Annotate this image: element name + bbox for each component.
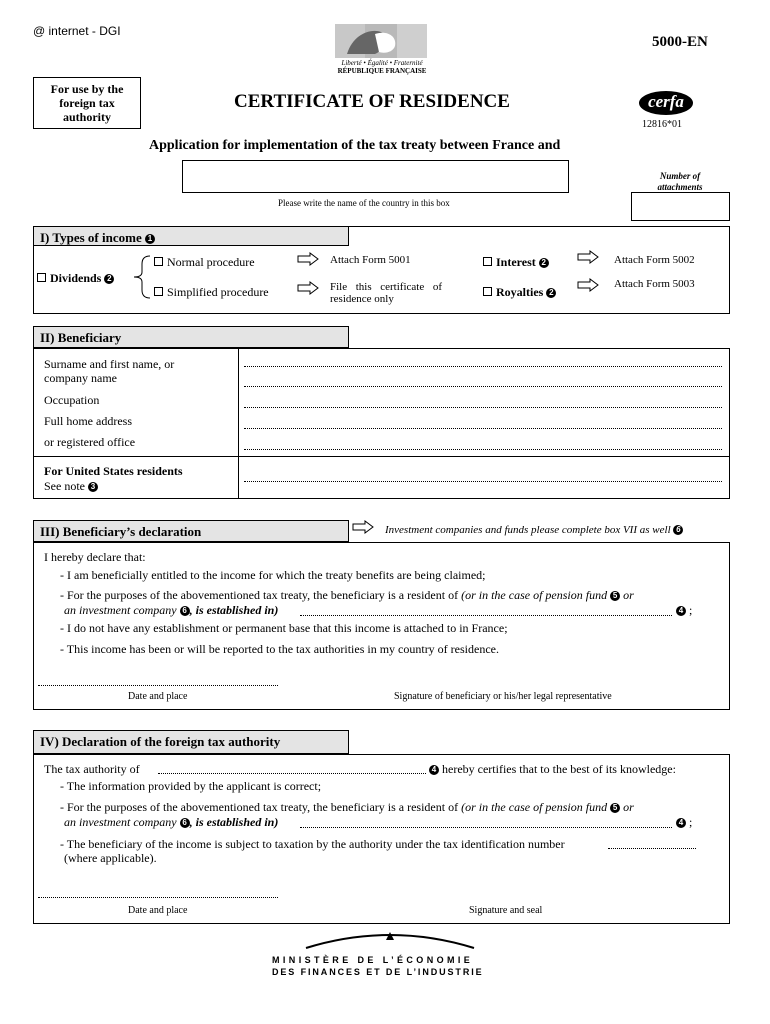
subtitle: Application for implementation of the tax treaty between France and <box>149 138 561 153</box>
note-6-icon: 6 <box>180 818 190 828</box>
source-label: @ internet - DGI <box>33 24 121 38</box>
interest-label: Interest <box>496 255 536 269</box>
note-2-icon: 2 <box>546 288 556 298</box>
address-label: Full home address <box>44 414 132 428</box>
authority-l2c: or <box>623 800 634 814</box>
divider <box>33 456 730 457</box>
form-code: 5000-EN <box>652 34 708 50</box>
simplified-procedure-checkbox[interactable] <box>154 287 163 296</box>
simplified-procedure-option[interactable] <box>154 285 269 300</box>
office-label: or registered office <box>44 435 136 449</box>
normal-procedure-option[interactable] <box>154 255 255 270</box>
occupation-field[interactable] <box>244 407 722 408</box>
see-note-text: See note <box>44 479 85 493</box>
declaration-l2b: (or in the case of pension fund <box>461 588 608 602</box>
authority-field[interactable] <box>158 773 426 774</box>
note-2-icon: 2 <box>104 274 114 284</box>
dividends-label: Dividends <box>50 271 102 285</box>
authority-l2e: , is established in) <box>189 815 279 829</box>
authority-line-end <box>429 762 676 777</box>
interest-checkbox[interactable] <box>483 257 492 266</box>
section-1-header <box>33 226 349 246</box>
see-note-label <box>44 479 98 494</box>
section-3-title: III) Beneficiary’s declaration <box>40 524 202 539</box>
attach-5003-label: Attach Form 5003 <box>614 278 695 290</box>
attachments-input[interactable] <box>631 192 730 221</box>
normal-procedure-label: Normal procedure <box>167 255 255 269</box>
section-3-header <box>33 520 349 542</box>
royalties-label: Royalties <box>496 285 544 299</box>
investment-note <box>385 524 683 536</box>
signature-label: Signature of beneficiary or his/her legal representative <box>394 691 612 702</box>
cerfa-number: 12816*01 <box>642 119 682 130</box>
arrow-right-icon <box>297 252 319 266</box>
declaration-line-3: - I do not have any establishment or permanent base that this income is attached to in France; <box>60 621 508 635</box>
note-6-icon: 6 <box>180 606 190 616</box>
office-field[interactable] <box>244 449 722 450</box>
arrow-right-icon <box>297 281 319 295</box>
authority-line-1: - The information provided by the applicant is correct; <box>60 779 322 793</box>
authority-l2a: - For the purposes of the abovementioned tax treaty, the beneficiary is a resident of <box>60 800 459 814</box>
note-4-ref: 4 ; <box>676 815 692 830</box>
name-field-2[interactable] <box>244 386 722 387</box>
declare-label: I hereby declare that: <box>44 550 146 564</box>
note-4-icon: 4 <box>676 606 686 616</box>
foreign-authority-box <box>33 77 141 129</box>
us-residents-label: For United States residents <box>44 464 183 478</box>
section-2-header <box>33 326 349 348</box>
dividends-checkbox[interactable] <box>37 273 46 282</box>
authority-residence-field[interactable] <box>300 827 672 828</box>
declaration-l2e: , is established in) <box>189 603 279 617</box>
cerfa-logo: cerfa <box>639 91 693 115</box>
declaration-l2c: or <box>623 588 634 602</box>
authority-date-label: Date and place <box>128 905 188 916</box>
note-4-ref: 4 ; <box>676 603 692 618</box>
investment-note-text: Investment companies and funds please complete box VII as well <box>385 524 671 536</box>
use-by-label: For use by the foreign tax authority <box>50 82 124 124</box>
declaration-l2a: - For the purposes of the abovementioned tax treaty, the beneficiary is a resident of <box>60 588 459 602</box>
note-6-icon: 6 <box>673 525 683 535</box>
page-title: CERTIFICATE OF RESIDENCE <box>234 91 510 112</box>
normal-procedure-checkbox[interactable] <box>154 257 163 266</box>
authority-line-2 <box>60 800 634 815</box>
authority-line-3b: (where applicable). <box>64 851 157 865</box>
royalties-checkbox[interactable] <box>483 287 492 296</box>
declaration-line-1: - I am beneficially entitled to the income for which the treaty benefits are being claimed; <box>60 568 486 582</box>
occupation-label: Occupation <box>44 393 100 407</box>
note-2-icon: 2 <box>539 258 549 268</box>
declaration-line-2b <box>64 603 278 618</box>
note-5-icon: 5 <box>610 803 620 813</box>
royalties-option[interactable] <box>483 285 556 300</box>
authority-label: The tax authority of <box>44 762 140 776</box>
us-field[interactable] <box>244 481 722 482</box>
attach-5001-label: Attach Form 5001 <box>330 254 411 266</box>
ministry-line-1: MINISTÈRE DE L’ÉCONOMIE <box>272 955 474 965</box>
arrow-right-icon <box>577 250 599 264</box>
authority-l2b: (or in the case of pension fund <box>461 800 608 814</box>
note-3-icon: 3 <box>88 482 98 492</box>
republic-label: RÉPUBLIQUE FRANÇAISE <box>337 67 427 75</box>
section-4-header <box>33 730 349 754</box>
name-field[interactable] <box>244 366 722 367</box>
country-input[interactable] <box>182 160 569 193</box>
attachments-label: Number of attachments <box>657 171 703 192</box>
authority-l2d: an investment company <box>64 815 177 829</box>
declaration-l2d: an investment company <box>64 603 177 617</box>
dividends-option[interactable] <box>37 271 114 286</box>
simplified-procedure-label: Simplified procedure <box>167 285 269 299</box>
note-1-icon: 1 <box>145 234 155 244</box>
authority-l0b: hereby certifies that to the best of its knowledge: <box>442 762 676 776</box>
brace-icon <box>130 254 152 300</box>
declaration-line-4: - This income has been or will be reported to the tax authorities in my country of residence. <box>60 642 499 656</box>
section-4-title: IV) Declaration of the foreign tax authority <box>40 734 281 749</box>
divider <box>238 348 239 499</box>
note-5-icon: 5 <box>610 591 620 601</box>
tax-id-field[interactable] <box>608 848 696 849</box>
date-place-field[interactable] <box>38 685 278 686</box>
arrow-right-icon <box>352 520 374 534</box>
note-4-icon: 4 <box>429 765 439 775</box>
attach-5002-label: Attach Form 5002 <box>614 254 695 266</box>
section-2-title: II) Beneficiary <box>40 330 122 345</box>
interest-option[interactable] <box>483 255 549 270</box>
address-field[interactable] <box>244 428 722 429</box>
declaration-line-2 <box>60 588 634 603</box>
authority-line-3: - The beneficiary of the income is subject to taxation by the authority under the tax identification number <box>60 837 565 851</box>
motto: Liberté • Égalité • Fraternité <box>341 59 423 67</box>
authority-signature-label: Signature and seal <box>469 905 543 916</box>
authority-date-field[interactable] <box>38 897 278 898</box>
ministry-logo <box>300 928 480 952</box>
arrow-right-icon <box>577 278 599 292</box>
name-label: Surname and first name, or company name <box>44 357 175 385</box>
file-only-label: File this certificate of residence only <box>330 281 442 305</box>
ministry-line-2: DES FINANCES ET DE L’INDUSTRIE <box>272 967 484 977</box>
marianne-logo <box>335 24 427 58</box>
residence-field[interactable] <box>300 615 672 616</box>
section-1-title: I) Types of income <box>40 230 142 245</box>
country-hint: Please write the name of the country in this box <box>278 198 450 208</box>
authority-line-2b <box>64 815 278 830</box>
note-4-icon: 4 <box>676 818 686 828</box>
date-place-label: Date and place <box>128 691 188 702</box>
